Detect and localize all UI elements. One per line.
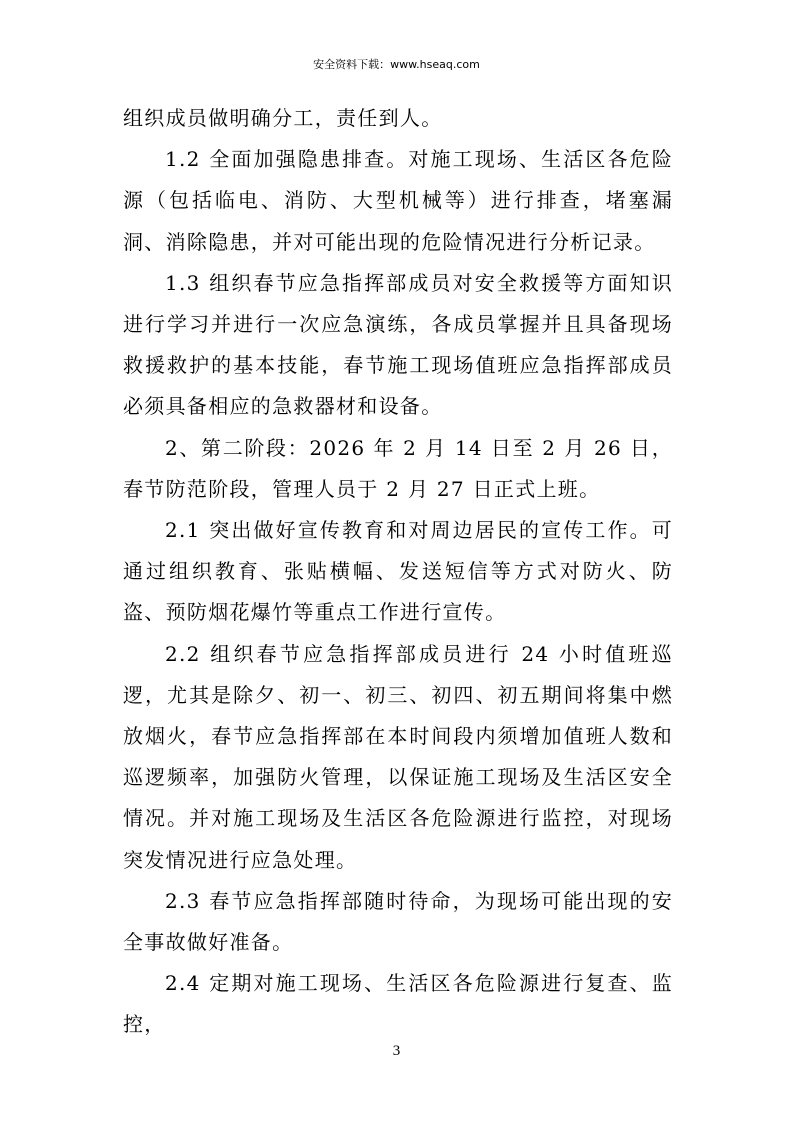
paragraph: 2.1 突出做好宣传教育和对周边居民的宣传工作。可通过组织教育、张贴横幅、发送短信等方式对防火、防盗、预防烟花爆竹等重点工作进行宣传。 (123, 518, 673, 625)
paragraph: 2、第二阶段：2026 年 2 月 14 日至 2 月 26 日，春节防范阶段，管理人员于 2 月 27 日正式上班。 (123, 435, 673, 501)
paragraph: 2.4 定期对施工现场、生活区各危险源进行复查、监控， (123, 971, 673, 1037)
page-header: 安全资料下载：www.hseaq.com (313, 58, 480, 71)
document-body (123, 98, 673, 1046)
paragraph: 2.2 组织春节应急指挥部成员进行 24 小时值班巡逻，尤其是除夕、初一、初三、初四、初五期间将集中燃放烟火，春节应急指挥部在本时间段内须增加值班人数和巡逻频率，加强防火管理，以保证施工现场及生活区安全情况。并对施工现场及生活区各危险源进行监控，对现场突发情况进行应急处理。 (123, 641, 673, 872)
paragraph: 1.3 组织春节应急指挥部成员对安全救援等方面知识进行学习并进行一次应急演练，各成员掌握并且具备现场救援救护的基本技能，春节施工现场值班应急指挥部成员必须具备相应的急救器材和设备。 (123, 270, 673, 419)
paragraph: 1.2 全面加强隐患排查。对施工现场、生活区各危险源（包括临电、消防、大型机械等）进行排查，堵塞漏洞、消除隐患，并对可能出现的危险情况进行分析记录。 (123, 147, 673, 254)
paragraph: 2.3 春节应急指挥部随时待命，为现场可能出现的安全事故做好准备。 (123, 888, 673, 955)
page-number: 3 (392, 1043, 401, 1059)
paragraph: 组织成员做明确分工，责任到人。 (123, 106, 443, 130)
